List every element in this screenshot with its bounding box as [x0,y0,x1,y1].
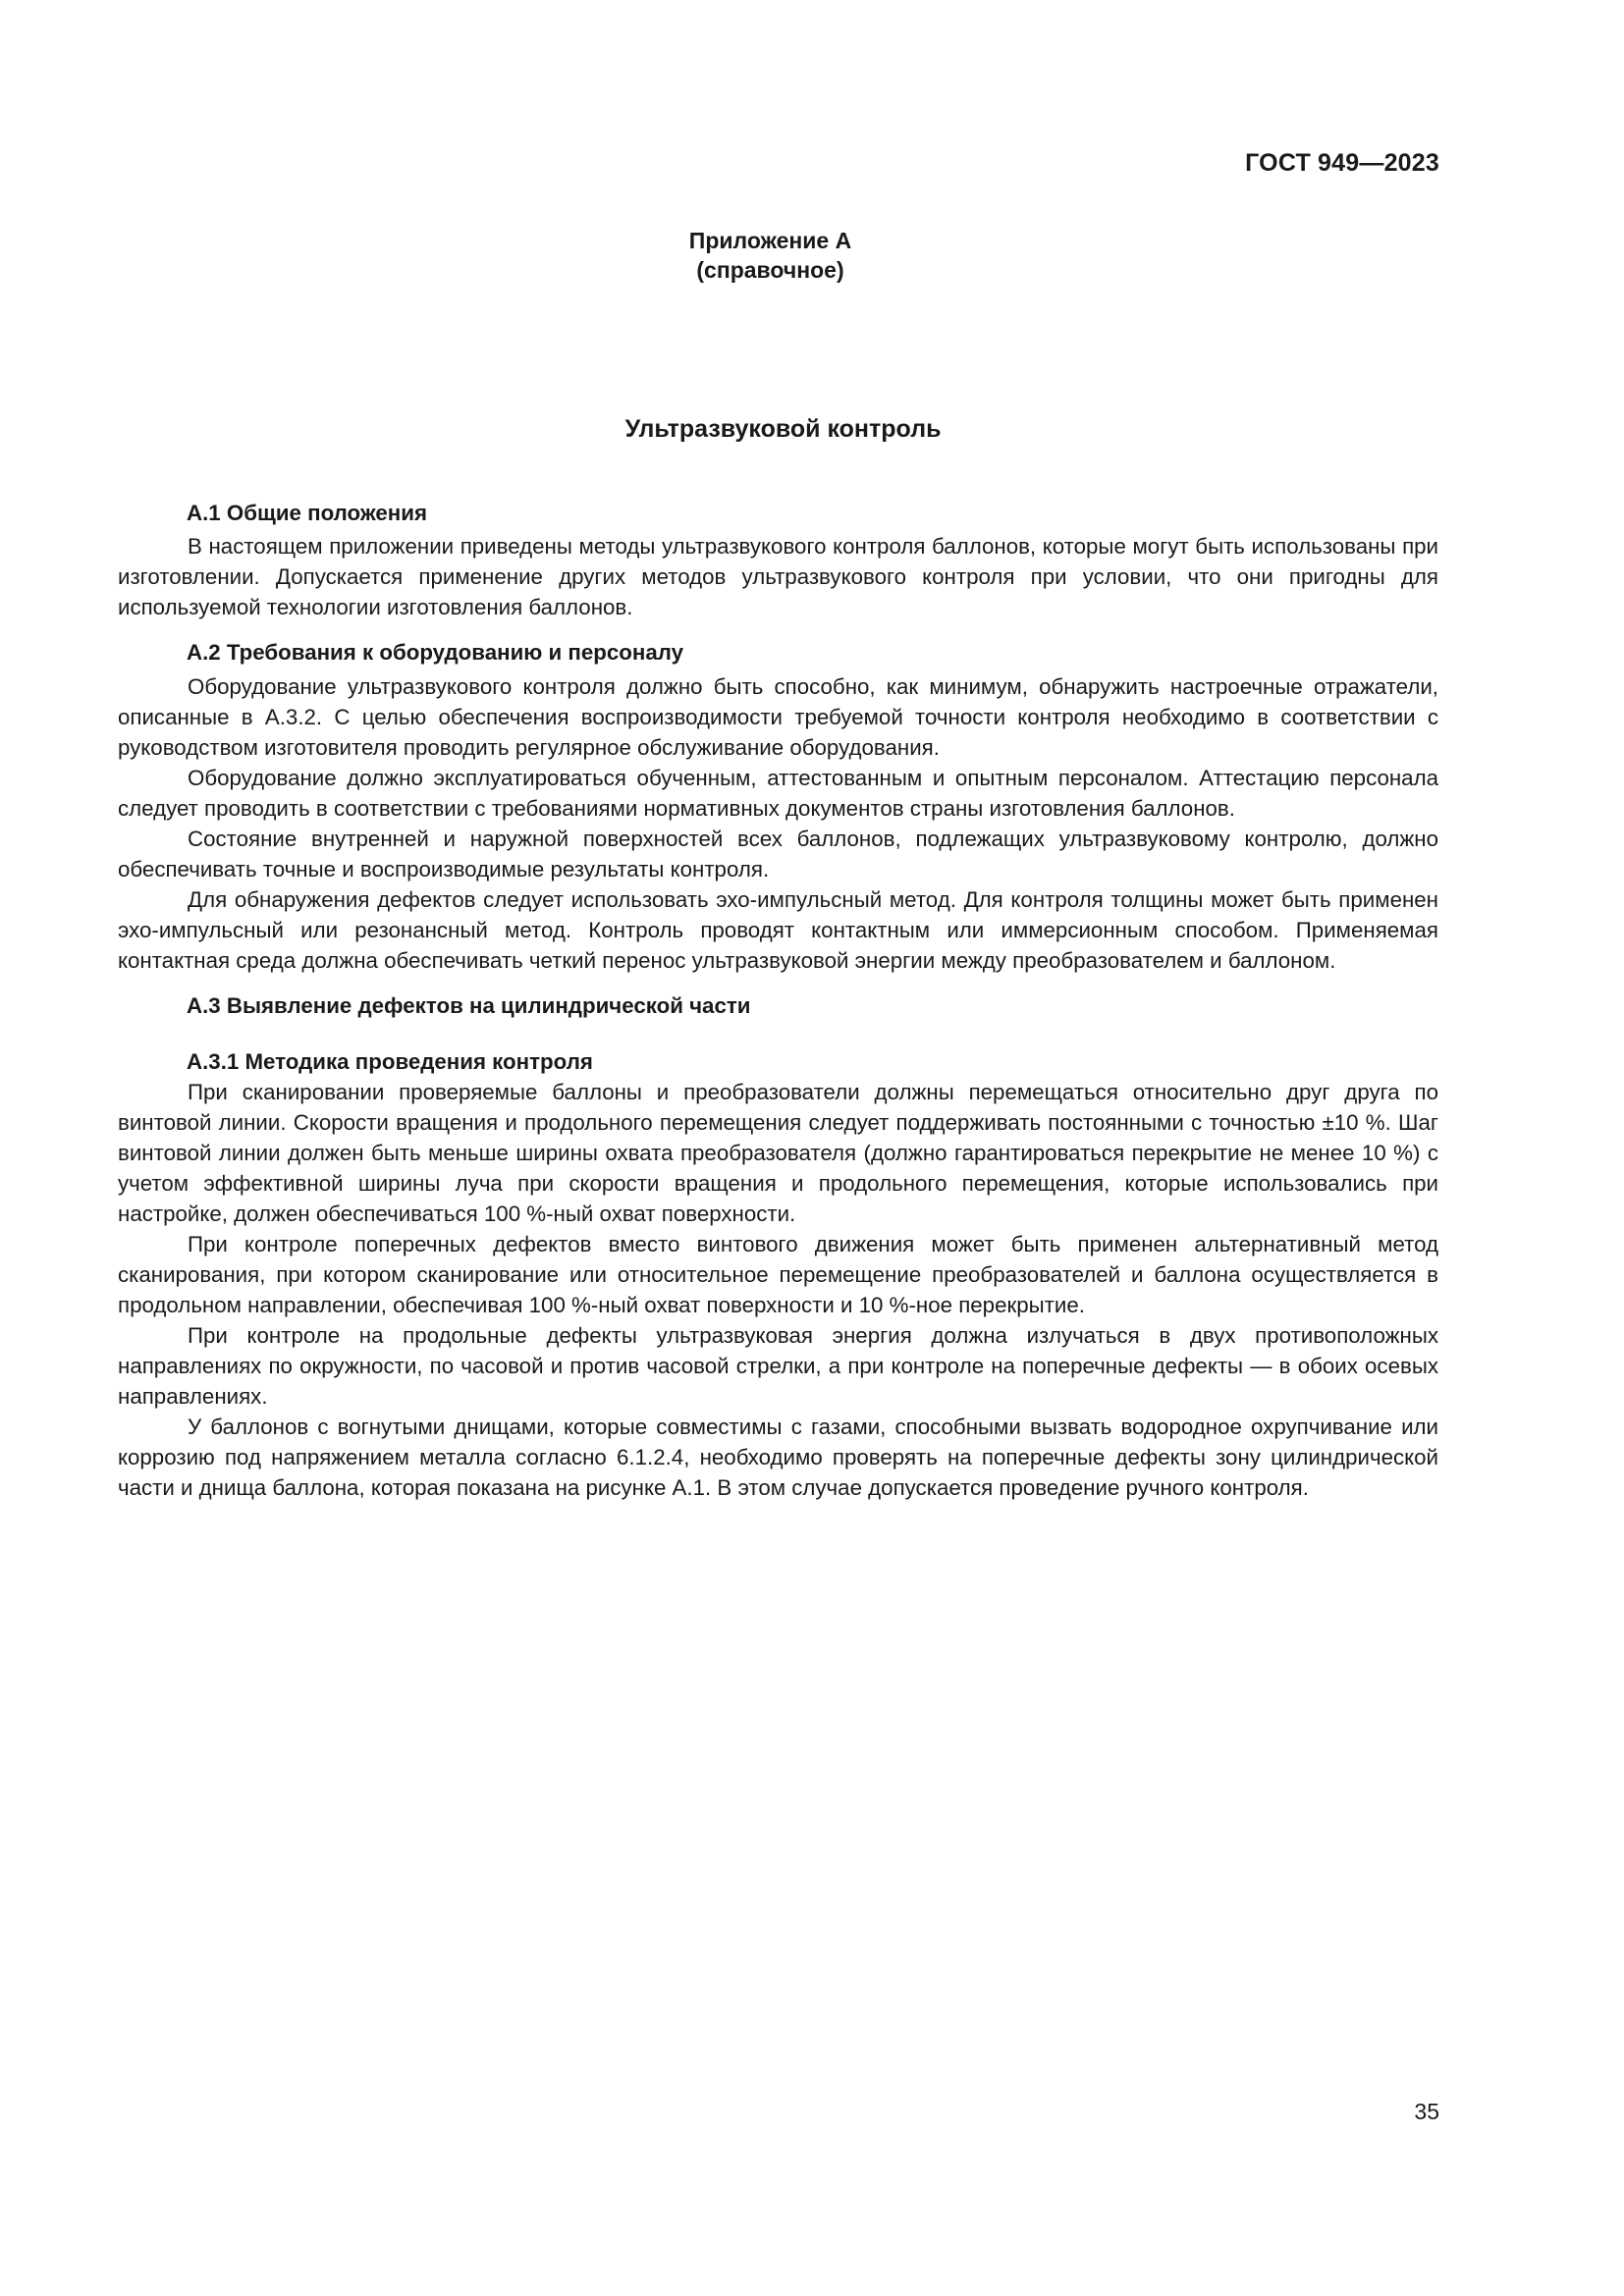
appendix-heading [0,226,1541,285]
paragraph: У баллонов с вогнутыми днищами, которые совместимы с газами, способными вызвать водородное охрупчивание или коррозию под напряжением металла согласно 6.1.2.4, необходимо проверять на поперечные дефекты зону цилиндрической части и днища баллона, которая показана на рисунке А.1. В этом случае допускается проведение ручного контроля. [118,1415,1438,1500]
paragraph: Для обнаружения дефектов следует использовать эхо-импульсный метод. Для контроля толщины может быть применен эхо-импульсный или резонансный метод. Контроль проводят контактным или иммерсионным способом. Применяемая контактная среда должна обеспечивать четкий перенос ультразвуковой энергии между преобразователем и баллоном. [118,887,1438,973]
page-title: Ультразвуковой контроль [624,415,942,443]
section-title-a2: А.2 Требования к оборудованию и персоналу [187,640,684,665]
document-body [118,498,1438,1503]
section-title-a1: А.1 Общие положения [187,501,427,525]
section-title-a3: А.3 Выявление дефектов на цилиндрической части [187,993,751,1018]
document-code: ГОСТ 949—2023 [1245,149,1439,177]
page-number: 35 [1414,2099,1439,2124]
appendix-subtitle: (справочное) [696,257,844,283]
appendix-title: Приложение А [688,228,852,253]
paragraph: Состояние внутренней и наружной поверхностей всех баллонов, подлежащих ультразвуковому контролю, должно обеспечивать точные и воспроизводимые результаты контроля. [118,827,1438,881]
section-title-a3-1: А.3.1 Методика проведения контроля [187,1049,593,1074]
paragraph: При контроле на продольные дефекты ультразвуковая энергия должна излучаться в двух противоположных направлениях по окружности, по часовой и против часовой стрелки, а при контроле на поперечные дефекты — в обоих осевых направлениях. [118,1323,1438,1409]
paragraph: При сканировании проверяемые баллоны и преобразователи должны перемещаться относительно друг друга по винтовой линии. Скорости вращения и продольного перемещения следует поддерживать постоянными с точностью ±10 %. Шаг винтовой линии должен быть меньше ширины охвата преобразователя (должно гарантироваться перекрытие не менее 10 %) с учетом эффективной ширины луча при скорости вращения и продольного перемещения, которые использовались при настройке, должен обеспечиваться 100 %-ный охват поверхности. [118,1080,1438,1226]
paragraph: В настоящем приложении приведены методы ультразвукового контроля баллонов, которые могут быть использованы при изготовлении. Допускается применение других методов ультразвукового контроля при условии, что они пригодны для используемой технологии изготовления баллонов. [118,534,1438,619]
paragraph: Оборудование ультразвукового контроля должно быть способно, как минимум, обнаружить настроечные отражатели, описанные в А.3.2. С целью обеспечения воспроизводимости требуемой точности контроля необходимо в соответствии с руководством изготовителя проводить регулярное обслуживание оборудования. [118,674,1438,760]
paragraph: При контроле поперечных дефектов вместо винтового движения может быть применен альтернативный метод сканирования, при котором сканирование или относительное перемещение преобразователей и баллона осуществляется в продольном направлении, обеспечивая 100 %-ный охват поверхности и 10 %-ное перекрытие. [118,1232,1438,1317]
paragraph: Оборудование должно эксплуатироваться обученным, аттестованным и опытным персоналом. Аттестацию персонала следует проводить в соответствии с требованиями нормативных документов страны изготовления баллонов. [118,766,1438,821]
